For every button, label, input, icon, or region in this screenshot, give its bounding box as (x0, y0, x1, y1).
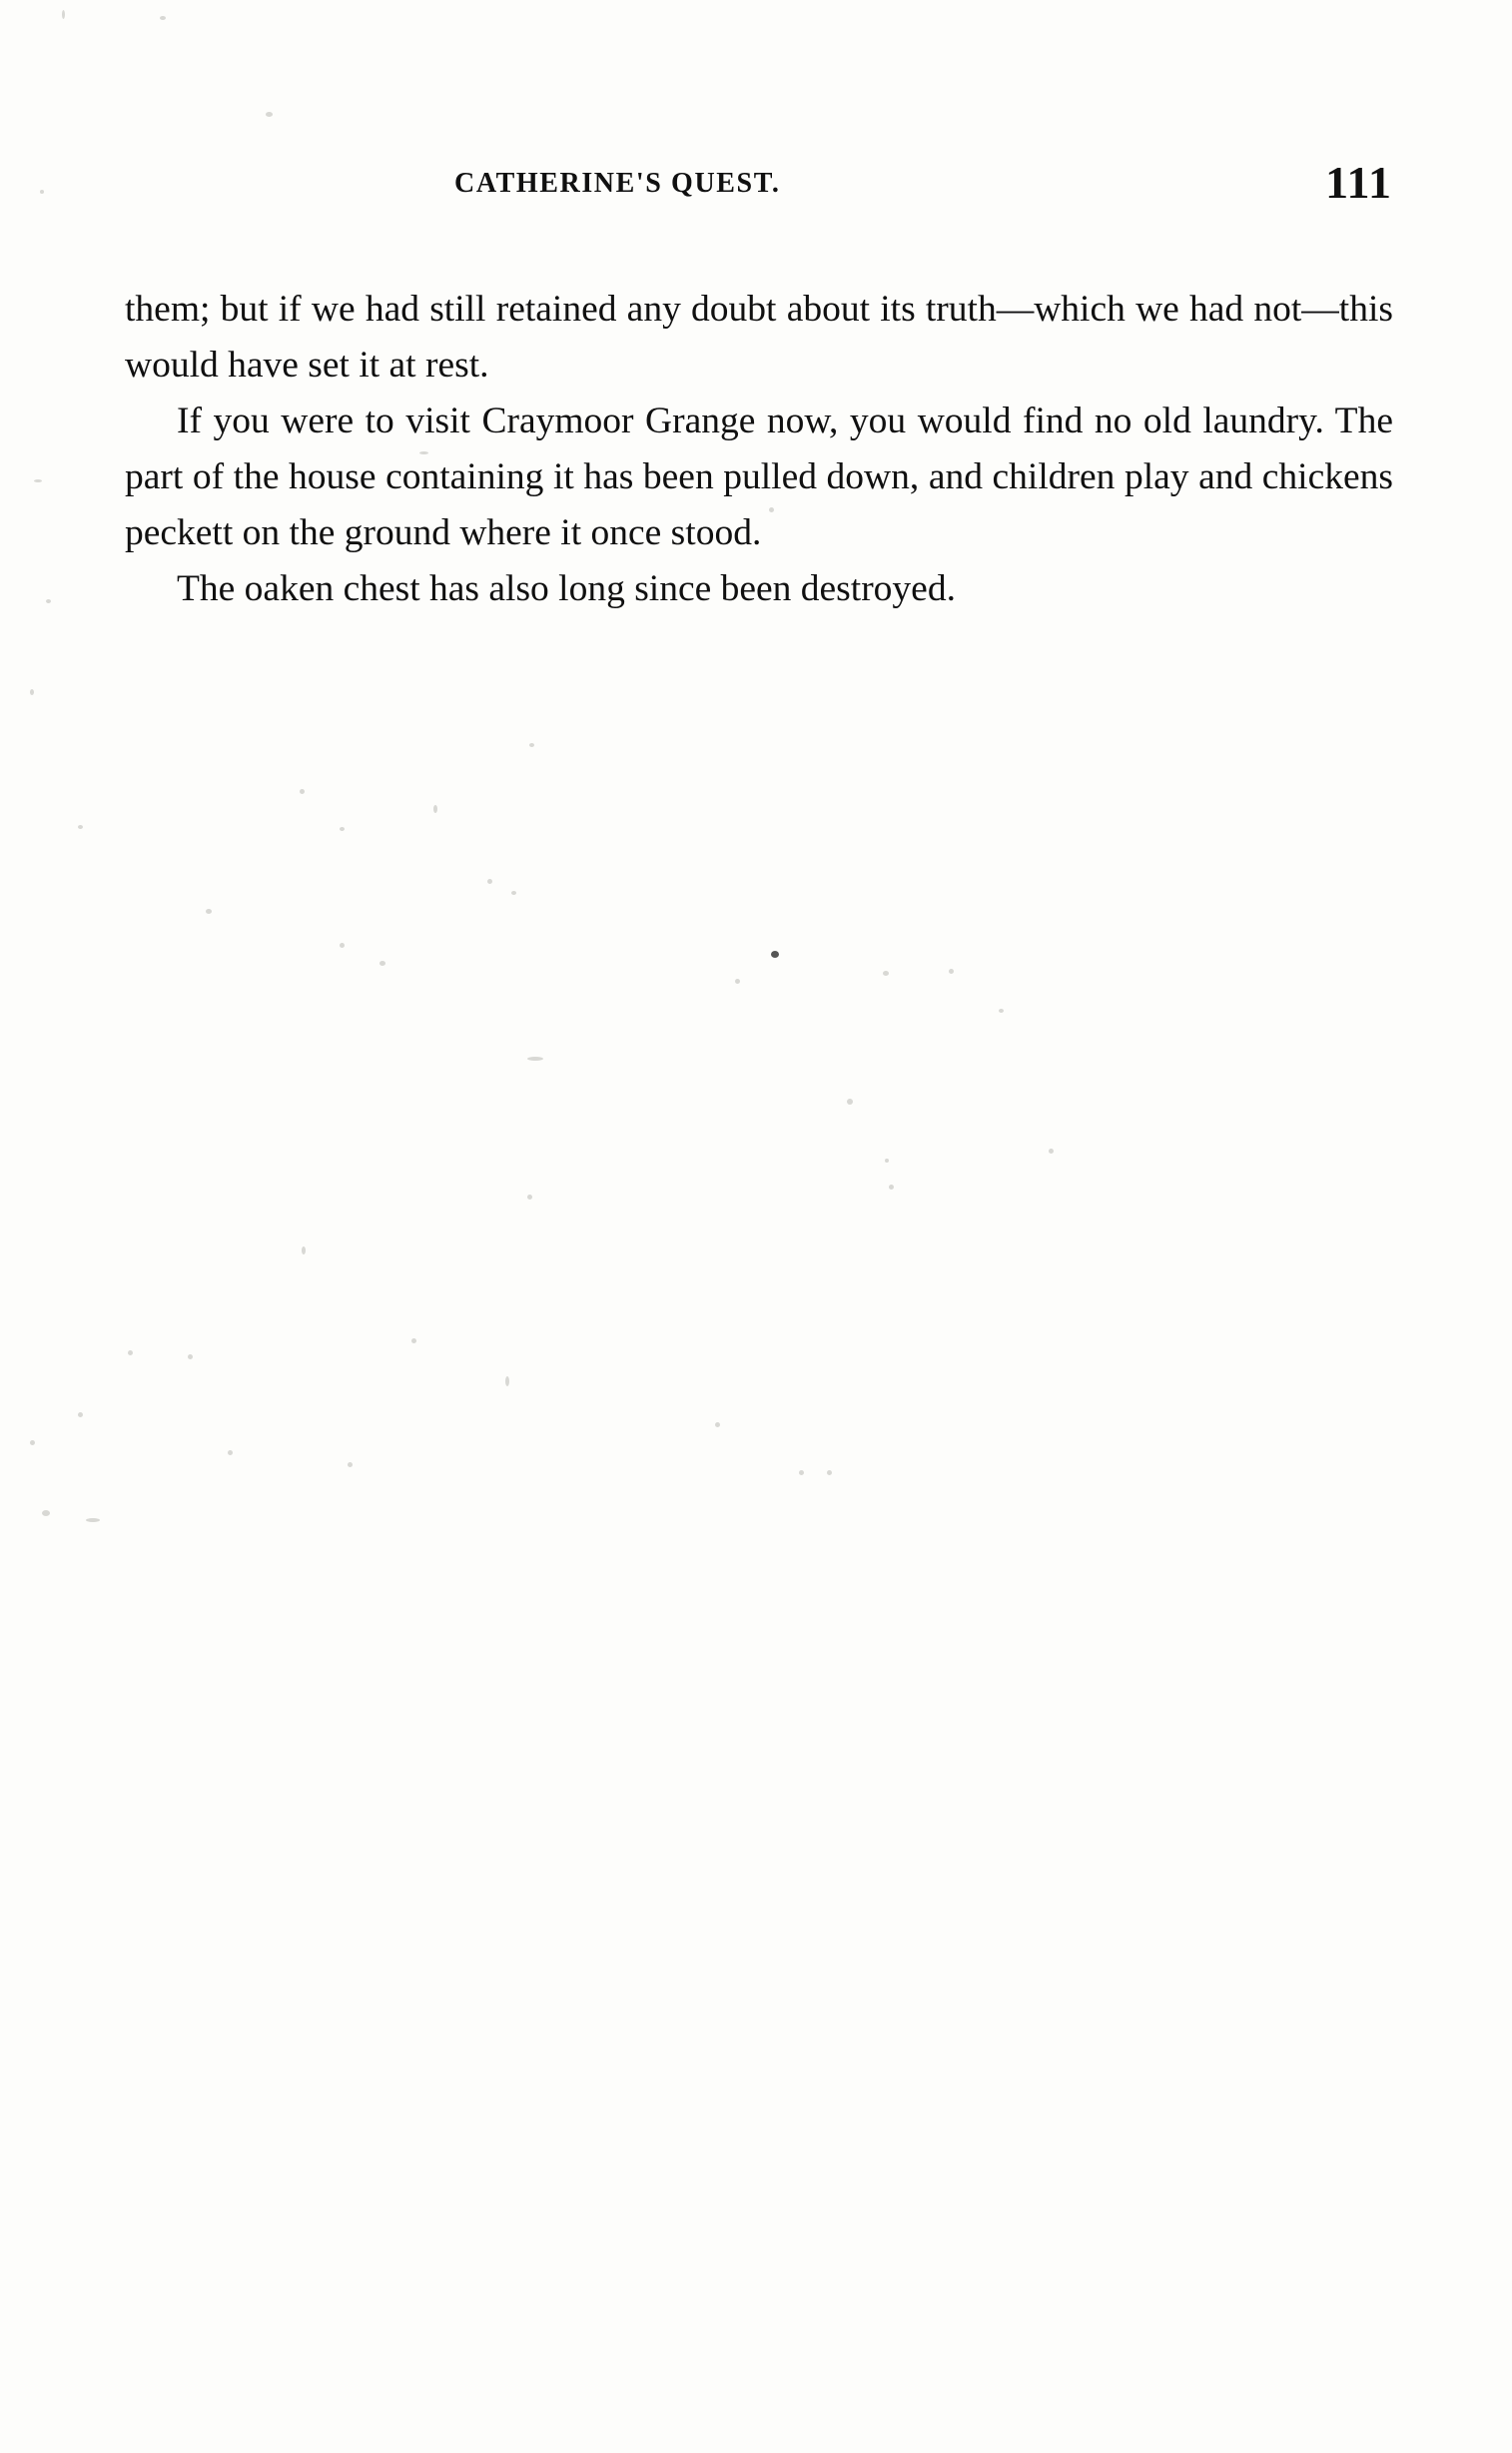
paper-speck (799, 1470, 804, 1475)
paper-speck (206, 909, 212, 914)
paper-speck (735, 979, 740, 984)
paper-speck (827, 1470, 832, 1475)
paper-speck (1049, 1149, 1054, 1154)
paper-speck (302, 1246, 306, 1254)
paper-speck (46, 599, 51, 603)
paper-speck (42, 1510, 50, 1516)
paper-speck (527, 1057, 543, 1061)
paper-speck (527, 1195, 532, 1200)
paper-speck (771, 951, 779, 958)
paper-speck (487, 879, 492, 884)
paper-speck (715, 1422, 720, 1427)
paper-speck (62, 10, 65, 19)
paper-speck (999, 1009, 1004, 1013)
body-text (125, 282, 1393, 617)
paper-speck (160, 16, 166, 20)
paper-speck (340, 943, 345, 948)
paper-speck (889, 1185, 894, 1190)
paper-speck (433, 805, 437, 813)
paper-speck (300, 789, 305, 794)
paper-speck (883, 971, 889, 976)
paragraph: The oaken chest has also long since been destroyed. (177, 568, 956, 609)
page-number: 111 (1325, 157, 1392, 208)
paper-speck (511, 891, 516, 895)
paper-speck (34, 479, 42, 482)
paper-speck (40, 190, 44, 194)
paper-speck (847, 1099, 853, 1105)
running-head-title (454, 168, 781, 200)
paper-speck (30, 1440, 35, 1445)
paper-speck (411, 1338, 416, 1343)
paper-speck (188, 1354, 193, 1359)
paper-speck (885, 1159, 889, 1163)
paper-speck (78, 825, 83, 829)
paper-speck (266, 112, 273, 117)
paper-speck (30, 689, 34, 695)
paper-speck (86, 1518, 100, 1522)
paper-speck (78, 1412, 83, 1417)
paper-speck (348, 1462, 353, 1467)
running-head-title-text: CATHERINE'S QUEST. (454, 168, 781, 199)
paper-speck (505, 1376, 509, 1386)
paragraph: them; but if we had still retained any doubt about its truth—which we had not—this would have set it at rest. (125, 289, 1393, 386)
paper-speck (228, 1450, 233, 1455)
running-head (130, 157, 1402, 220)
paragraph: If you were to visit Craymoor Grange now, you would find no old laundry. The part of the house containing it has been pulled down, and children play and chickens peckett on the ground where it once stood. (125, 401, 1393, 553)
paper-speck (340, 827, 345, 831)
paper-speck (379, 961, 385, 966)
paper-speck (128, 1350, 133, 1355)
paper-speck (949, 969, 954, 974)
paper-speck (529, 743, 534, 747)
